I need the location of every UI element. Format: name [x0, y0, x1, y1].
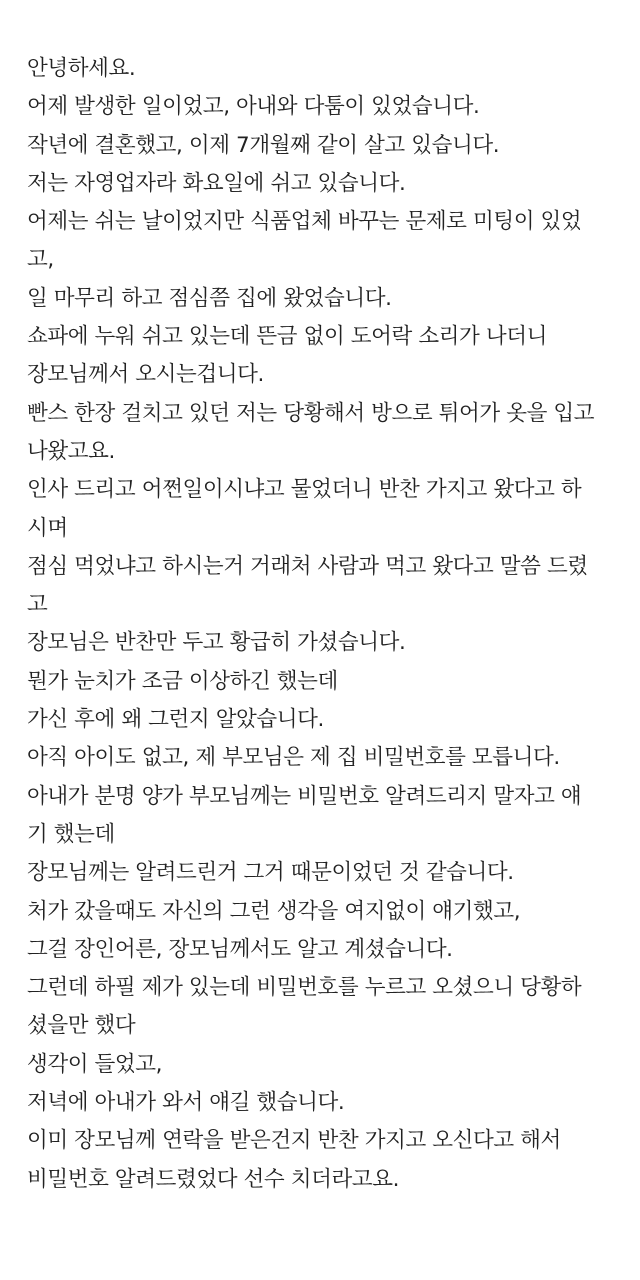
text-line: 기 했는데 — [27, 821, 115, 847]
text-line: 그걸 장인어른, 장모님께서도 알고 계셨습니다. — [27, 936, 453, 962]
text-line: 처가 갔을때도 자신의 그런 생각을 여지없이 얘기했고, — [27, 898, 521, 924]
text-line: 이미 장모님께 연락을 받은건지 반찬 가지고 오신다고 해서 — [27, 1128, 561, 1154]
text-line: 그런데 하필 제가 있는데 비밀번호를 누르고 오셨으니 당황하 — [27, 975, 582, 1001]
text-line: 인사 드리고 어쩐일이시냐고 물었더니 반찬 가지고 왔다고 하 — [27, 477, 582, 503]
text-line: 일 마무리 하고 점심쯤 집에 왔었습니다. — [27, 285, 392, 311]
text-line: 점심 먹었냐고 하시는거 거래처 사람과 먹고 왔다고 말씀 드렸 — [27, 553, 588, 579]
text-line: 장모님께는 알려드린거 그거 때문이었던 것 같습니다. — [27, 860, 514, 886]
text-line: 고, — [27, 247, 54, 273]
text-line: 비밀번호 알려드렸었다 선수 치더라고요. — [27, 1166, 400, 1192]
text-line: 쇼파에 누워 쉬고 있는데 뜬금 없이 도어락 소리가 나더니 — [27, 324, 547, 350]
text-line: 어제는 쉬는 날이었지만 식품업체 바꾸는 문제로 미팅이 있었 — [27, 209, 582, 235]
text-line: 가신 후에 왜 그런지 알았습니다. — [27, 707, 324, 733]
post-body — [27, 50, 627, 1199]
text-line: 고 — [27, 592, 48, 618]
text-line: 안녕하세요. — [27, 56, 136, 81]
text-line: 생각이 들었고, — [27, 1051, 163, 1077]
text-line: 장모님은 반찬만 두고 황급히 가셨습니다. — [27, 630, 406, 656]
text-line: 셨을만 했다 — [27, 1013, 136, 1039]
text-line: 아내가 분명 양가 부모님께는 비밀번호 알려드리지 말자고 얘 — [27, 783, 582, 809]
text-line: 뭔가 눈치가 조금 이상하긴 했는데 — [27, 668, 338, 694]
text-line: 저녁에 아내가 와서 얘길 했습니다. — [27, 1090, 345, 1116]
text-line: 시며 — [27, 515, 68, 541]
text-line: 아직 아이도 없고, 제 부모님은 제 집 비밀번호를 모릅니다. — [27, 745, 560, 771]
text-line: 어제 발생한 일이었고, 아내와 다툼이 있었습니다. — [27, 94, 480, 120]
text-line: 장모님께서 오시는겁니다. — [27, 362, 264, 388]
text-line: 빤스 한장 걸치고 있던 저는 당황해서 방으로 튀어가 옷을 입고 — [27, 400, 595, 426]
text-line: 저는 자영업자라 화요일에 쉬고 있습니다. — [27, 170, 406, 196]
text-line: 나왔고요. — [27, 438, 115, 464]
text-line: 작년에 결혼했고, 이제 7개월째 같이 살고 있습니다. — [27, 132, 500, 158]
